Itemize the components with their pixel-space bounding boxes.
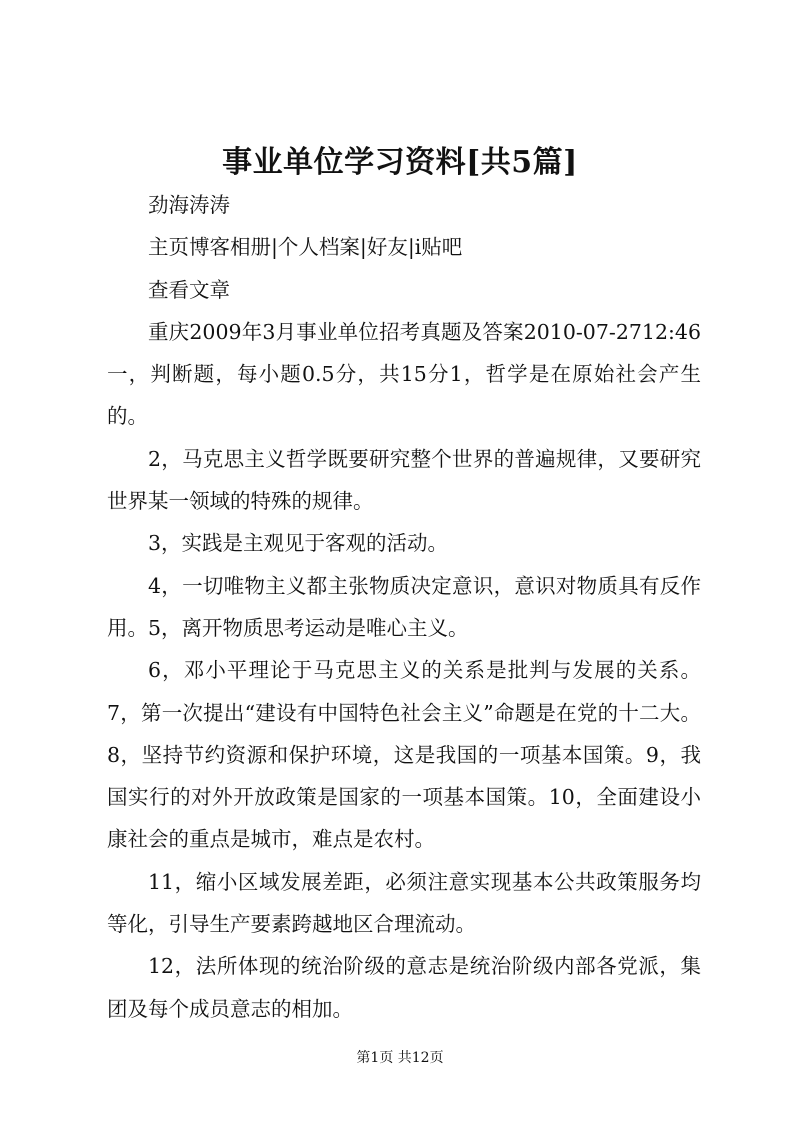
paragraph-nav-links: 主页博客相册|个人档案|好友|i贴吧 [148,235,463,260]
paragraph-item: 11，缩小区域发展差距，必须注意实现基本公共政策服务均等化，引导生产要素跨越地区合理流动。 [107,869,701,937]
paragraph-item: 6，邓小平理论于马克思主义的关系是批判与发展的关系。7，第一次提出“建设有中国特色社会主义”命题是在党的十二大。8，坚持节约资源和保护环境，这是我国的一项基本国策。9，我国实行的对外开放政策是国家的一项基本国策。10，全面建设小康社会的重点是城市，难点是农村。 [107,658,701,852]
paragraph-item: 3，实践是主观见于客观的活动。 [148,531,449,556]
document-title: 事业单位学习资料[共5篇] [222,145,578,180]
paragraph-author: 劲海涛涛 [148,193,230,217]
paragraph-item: 2，马克思主义哲学既要研究整个世界的普遍规律，又要研究世界某一领域的特殊的规律。 [107,446,701,514]
paragraph-view-article: 查看文章 [148,277,230,302]
page-number-footer: 第1页 共12页 [356,1050,444,1066]
paragraph-item: 12，法所体现的统治阶级的意志是统治阶级内部各党派，集团及每个成员意志的相加。 [107,954,701,1021]
document-body [107,184,701,1030]
paragraph-item: 4，一切唯物主义都主张物质决定意识，意识对物质具有反作用。5，离开物质思考运动是唯心主义。 [107,573,701,640]
paragraph-item: 重庆2009年3月事业单位招考真题及答案2010-07-2712:46一，判断题，每小题0.5分，共15分1，哲学是在原始社会产生的。 [107,319,701,429]
